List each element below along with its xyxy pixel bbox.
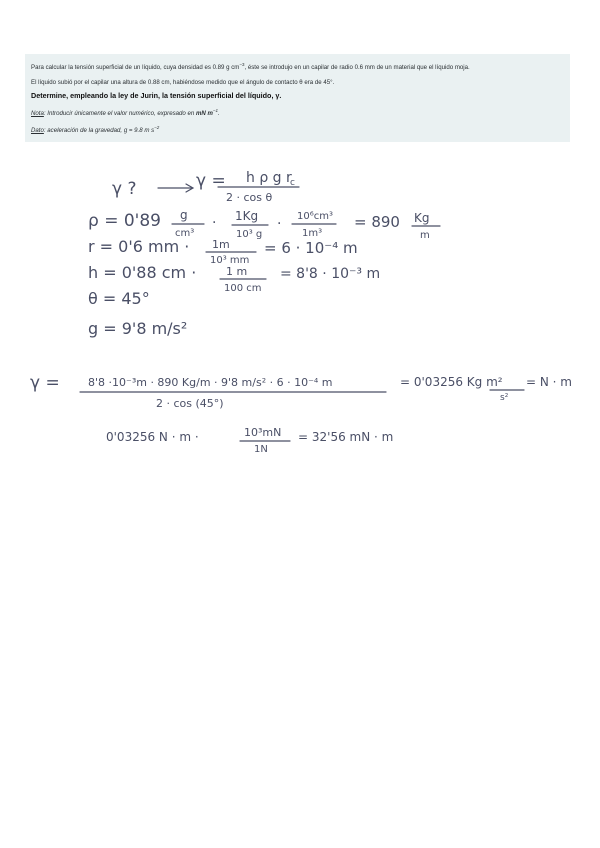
hw-gamma-lhs: γ = xyxy=(30,373,60,393)
hw-rho-f3-den: 1m³ xyxy=(302,228,323,239)
hw-rho-f3-num: 10⁶cm³ xyxy=(297,211,333,222)
problem-statement-2: El líquido subió por el capilar una altura de 0.88 cm, habiéndose medido que el ángulo de contacto θ era de 45°. xyxy=(31,78,335,86)
hw-rho-lhs: ρ = 0'89 xyxy=(88,211,161,231)
hw-rho-dot1: · xyxy=(212,215,217,231)
hw-r-f-den: 10³ mm xyxy=(210,255,250,266)
hw-h-result: = 8'8 · 10⁻³ m xyxy=(280,266,381,282)
hw-conv-result: = 32'56 mN · m xyxy=(298,430,394,444)
hw-gamma-unit: = N · m xyxy=(526,375,572,389)
hw-g: g = 9'8 m/s² xyxy=(88,319,188,338)
hw-rho-res-den: m xyxy=(420,230,430,241)
hw-rho-result: = 890 xyxy=(354,213,400,231)
hw-h-lhs: h = 0'88 cm · xyxy=(88,263,197,282)
hw-theta: θ = 45° xyxy=(88,289,150,308)
hw-rho-f2-den: 10³ g xyxy=(236,229,263,240)
hw-r-f-num: 1m xyxy=(212,238,230,251)
hw-rho-f2-num: 1Kg xyxy=(235,209,259,223)
hw-h-f-num: 1 m xyxy=(226,265,248,278)
hw-conv-lhs: 0'03256 N · m · xyxy=(106,430,199,444)
hw-unknown: γ ? xyxy=(112,179,137,199)
problem-data: Dato: aceleración de la gravedad, g = 9.8 m $s^{-2}$ xyxy=(31,125,160,135)
hw-rho-res-num: Kg xyxy=(414,211,430,225)
problem-note: Nota: Introducir únicamente el valor numérico, expresado en mN $m^{-1}$. xyxy=(31,107,220,117)
hw-gamma-num: 8'8 ·10⁻³m · 890 Kg/m · 9'8 m/s² · 6 · 10⁻⁴ m xyxy=(88,376,333,389)
hw-r-result: = 6 · 10⁻⁴ m xyxy=(264,239,358,257)
hw-rho-dot2: · xyxy=(277,216,282,232)
hw-rho-f1-num: g xyxy=(180,208,188,222)
hw-h-f-den: 100 cm xyxy=(224,283,262,294)
hw-formula-den: 2 · cos θ xyxy=(226,191,273,204)
hw-conv-den: 1N xyxy=(254,444,268,455)
problem-question: Determine, empleando la ley de Jurin, la tensión superficial del líquido, γ. xyxy=(31,91,282,101)
hw-gamma-eq-den: s² xyxy=(500,393,509,403)
hw-gamma-eq: = 0'03256 Kg m² xyxy=(400,375,503,389)
hw-formula-num-sub: c xyxy=(290,178,295,188)
hw-formula-lhs: γ = xyxy=(196,171,226,191)
hw-formula-num: h ρ g r xyxy=(246,170,292,186)
problem-statement-1: Para calcular la tensión superficial de un líquido, cuya densidad es 0.89 g $cm^{-3}$, éste se introdujo en un capilar de radio 0.6 mm de un material que el líquido moja. xyxy=(31,62,470,72)
hw-gamma-den: 2 · cos (45°) xyxy=(156,397,224,410)
hw-conv-num: 10³mN xyxy=(244,426,282,439)
hw-r-lhs: r = 0'6 mm · xyxy=(88,237,190,256)
hw-rho-f1-den: cm³ xyxy=(175,228,195,239)
